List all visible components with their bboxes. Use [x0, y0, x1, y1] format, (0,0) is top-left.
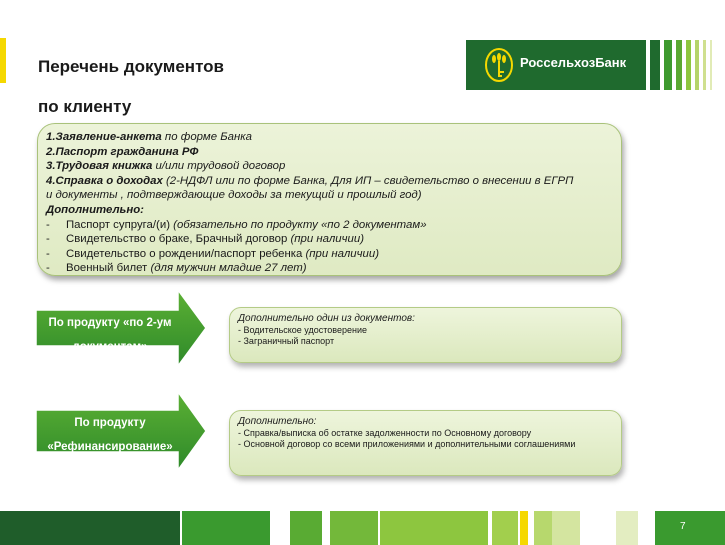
info-heading: Дополнительно один из документов:	[238, 313, 415, 324]
info-item: - Водительское удостоверение	[238, 325, 367, 335]
left-accent-bar	[0, 38, 6, 83]
logo-stripe	[686, 40, 691, 90]
footer-stripe	[616, 511, 638, 545]
footer-stripe	[380, 511, 488, 545]
footer-stripe	[182, 511, 270, 545]
logo-stripe	[703, 40, 706, 90]
info-heading: Дополнительно:	[238, 416, 317, 427]
footer-stripe	[552, 511, 580, 545]
list-item: 1.Заявление-анкета по форме Банка	[46, 131, 252, 143]
product1-label: По продукту «по 2-ум документам»	[48, 317, 172, 353]
list-item: - Паспорт супруга/(и) (обязательно по продукту «по 2 документам»	[46, 218, 427, 231]
logo-stripe	[710, 40, 712, 90]
bank-logo	[466, 40, 725, 90]
page-number: 7	[680, 521, 686, 532]
list-item: - Свидетельство о рождении/паспорт ребенка (при наличии)	[46, 247, 379, 260]
footer-stripe	[0, 511, 180, 545]
footer-stripe	[655, 511, 725, 545]
product1-info-box	[229, 307, 622, 363]
logo-stripe	[676, 40, 682, 90]
wheat-key-icon	[484, 47, 514, 83]
footer-stripe	[534, 511, 552, 545]
list-item: 2.Паспорт гражданина РФ	[46, 145, 199, 158]
product2-info-box	[229, 410, 622, 476]
product2-label: По продукту «Рефинансирование»	[47, 417, 173, 453]
logo-box	[466, 40, 646, 90]
logo-stripe	[664, 40, 672, 90]
info-item: - Основной договор со всеми приложениями и дополнительными соглашениями	[238, 439, 576, 449]
logo-stripe	[695, 40, 699, 90]
page-title: Перечень документов	[38, 57, 225, 76]
documents-list-box	[37, 123, 622, 276]
footer-stripe	[492, 511, 518, 545]
footer-stripe	[520, 511, 528, 545]
page-subtitle: по клиенту	[38, 97, 132, 116]
logo-text: РоссельхозБанк	[520, 55, 627, 70]
info-item: - Заграничный паспорт	[238, 336, 335, 346]
list-item: 4.Справка о доходах (2-НДФЛ или по форме Банка, Для ИП – свидетельство о внесении в ЕГРП	[46, 174, 574, 187]
list-item: - Свидетельство о браке, Брачный договор (при наличии)	[46, 233, 364, 246]
footer-stripe	[290, 511, 322, 545]
list-item: - Военный билет (для мужчин младше 27 лет)	[46, 262, 307, 275]
footer-stripes	[0, 511, 725, 545]
info-item: - Справка/выписка об остатке задолженности по Основному договору	[238, 428, 532, 438]
logo-stripe	[650, 40, 660, 90]
footer-stripe	[330, 511, 378, 545]
additional-label: Дополнительно:	[46, 203, 144, 216]
list-item-continued: и документы , подтверждающие доходы за текущий и прошлый год)	[46, 189, 422, 202]
list-item: 3.Трудовая книжка и/или трудовой договор	[46, 160, 286, 173]
